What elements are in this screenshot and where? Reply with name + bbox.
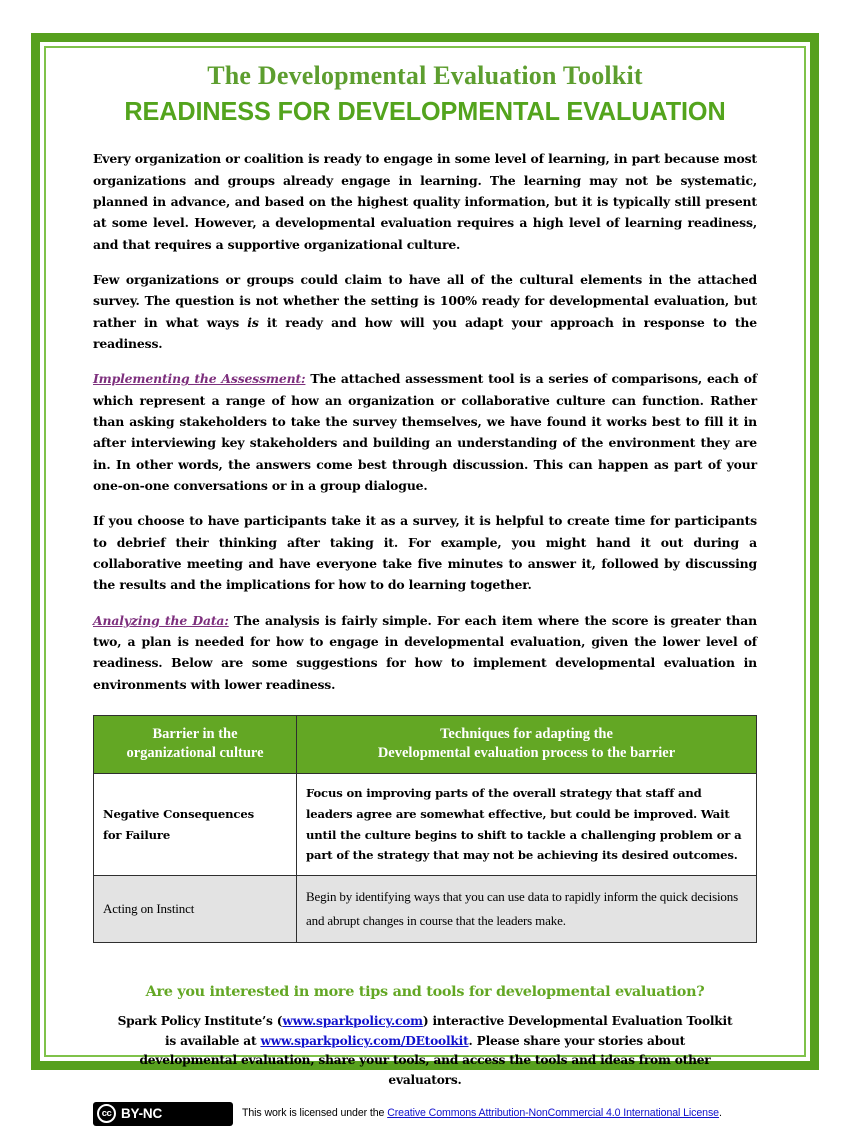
cc-circle-icon: cc [97, 1104, 116, 1123]
barrier-techniques-table [93, 715, 757, 943]
heading-analyzing-the-data: Analyzing the Data: [93, 612, 229, 628]
table-header-barrier-line2: organizational culture [126, 745, 264, 762]
license-text-pre: This work is licensed under the [242, 1107, 388, 1120]
document-title-serif: The Developmental Evaluation Toolkit [207, 61, 643, 90]
document-content [93, 62, 757, 1126]
footer-text-mid: ) interactive Developmental Evaluation Toolkit is available at [164, 1013, 733, 1048]
link-cc-license[interactable]: Creative Commons Attribution-NonCommercial 4.0 International License [387, 1107, 719, 1120]
heading-implementing-the-assessment: Implementing the Assessment: [93, 371, 306, 387]
footer-section [93, 983, 757, 1126]
license-statement [242, 1107, 722, 1121]
paragraph-survey-debrief: If you choose to have participants take it as a survey, it is helpful to create time for participants to debrief their thinking after taking it. For example, you might hand it out during a collaborative meeting and have everyone take five minutes to answer it, followed by discussing the results and the implications for how to do learning together. [93, 513, 757, 593]
paragraph-cultural-elements-part2: it ready and how will you adapt your approach in response to the readiness. [93, 314, 757, 352]
paragraph-cultural-elements [93, 269, 757, 354]
table-cell-barrier: Acting on Instinct [94, 875, 297, 942]
footer-text-pre: Spark Policy Institute’s ( [117, 1013, 283, 1028]
table-header-row [94, 716, 757, 774]
link-sparkpolicy-home[interactable]: www.sparkpolicy.com [282, 1013, 423, 1028]
table-cell-barrier [94, 774, 297, 876]
table-head [94, 716, 757, 774]
paragraph-emphasis-is: is [247, 314, 259, 330]
paragraph-cultural-elements-part1: Few organizations or groups could claim to have all of the cultural elements in the attached survey. The question is not whether the setting is 100% ready for developmental evaluation, but rather in what ways [93, 272, 757, 330]
barrier-table-wrapper [93, 715, 757, 943]
barrier-name-line2: for Failure [103, 827, 171, 842]
table-header-techniques [297, 716, 757, 774]
paragraph-implementing-assessment-text: The attached assessment tool is a series of comparisons, each of which represent a range of how an organization or collaborative culture can function. Rather than asking stakeholders to take the survey themselves, we have found it works best to fill it in after interviewing key stakeholders and building an understanding of the environment they are in. In other words, the answers come best through discussion. This can happen as part of your one-on-one conversations or in a group dialogue. [93, 371, 757, 494]
cc-license-type-label: BY-NC [121, 1106, 163, 1122]
footer-toolkit-info [115, 1012, 735, 1091]
table-header-barrier [94, 716, 297, 774]
footer-heading: Are you interested in more tips and tools for developmental evaluation? [145, 982, 705, 1000]
paragraph-analyzing-the-data [93, 610, 757, 695]
table-cell-technique: Focus on improving parts of the overall strategy that staff and leaders agree are somewhat effective, but could be improved. Wait until the culture begins to shift to tackle a challenging problem or a part of the strategy that may not be achieving its desired outcomes. [297, 774, 757, 876]
document-title-heading: READINESS FOR DEVELOPMENTAL EVALUATION [124, 95, 726, 126]
license-text-post: . [718, 1107, 722, 1120]
table-header-barrier-line1: Barrier in the [152, 726, 238, 743]
table-row [94, 774, 757, 876]
table-row [94, 875, 757, 942]
creative-commons-badge-icon [93, 1102, 233, 1126]
table-cell-technique: Begin by identifying ways that you can use data to rapidly inform the quick decisions and abrupt changes in course that the leaders make. [297, 875, 757, 942]
footer-text-post: . Please share your stories about developmental evaluation, share your tools, and access the tools and ideas from other evaluators. [139, 1033, 711, 1088]
barrier-name-line1: Negative Consequences [103, 806, 254, 821]
paragraph-analyzing-the-data-text: The analysis is fairly simple. For each item where the score is greater than two, a plan is needed for how to engage in developmental evaluation, given the lower level of readiness. Below are some suggestions for how to implement developmental evaluation in environments with lower readiness. [93, 612, 757, 692]
table-body [94, 774, 757, 943]
paragraph-implementing-assessment [93, 368, 757, 496]
table-header-techniques-line2: Developmental evaluation process to the barrier [377, 745, 676, 762]
table-header-techniques-line1: Techniques for adapting the [440, 726, 613, 743]
link-sparkpolicy-detoolkit[interactable]: www.sparkpolicy.com/DEtoolkit [260, 1033, 469, 1048]
paragraph-intro: Every organization or coalition is ready to engage in some level of learning, in part because most organizations and groups already engage in learning. The learning may not be systematic, planned in advance, and based on the highest quality information, but it is typically still present at some level. However, a developmental evaluation requires a high level of learning readiness, and that requires a supportive organizational culture. [93, 151, 757, 252]
license-row [93, 1102, 757, 1126]
